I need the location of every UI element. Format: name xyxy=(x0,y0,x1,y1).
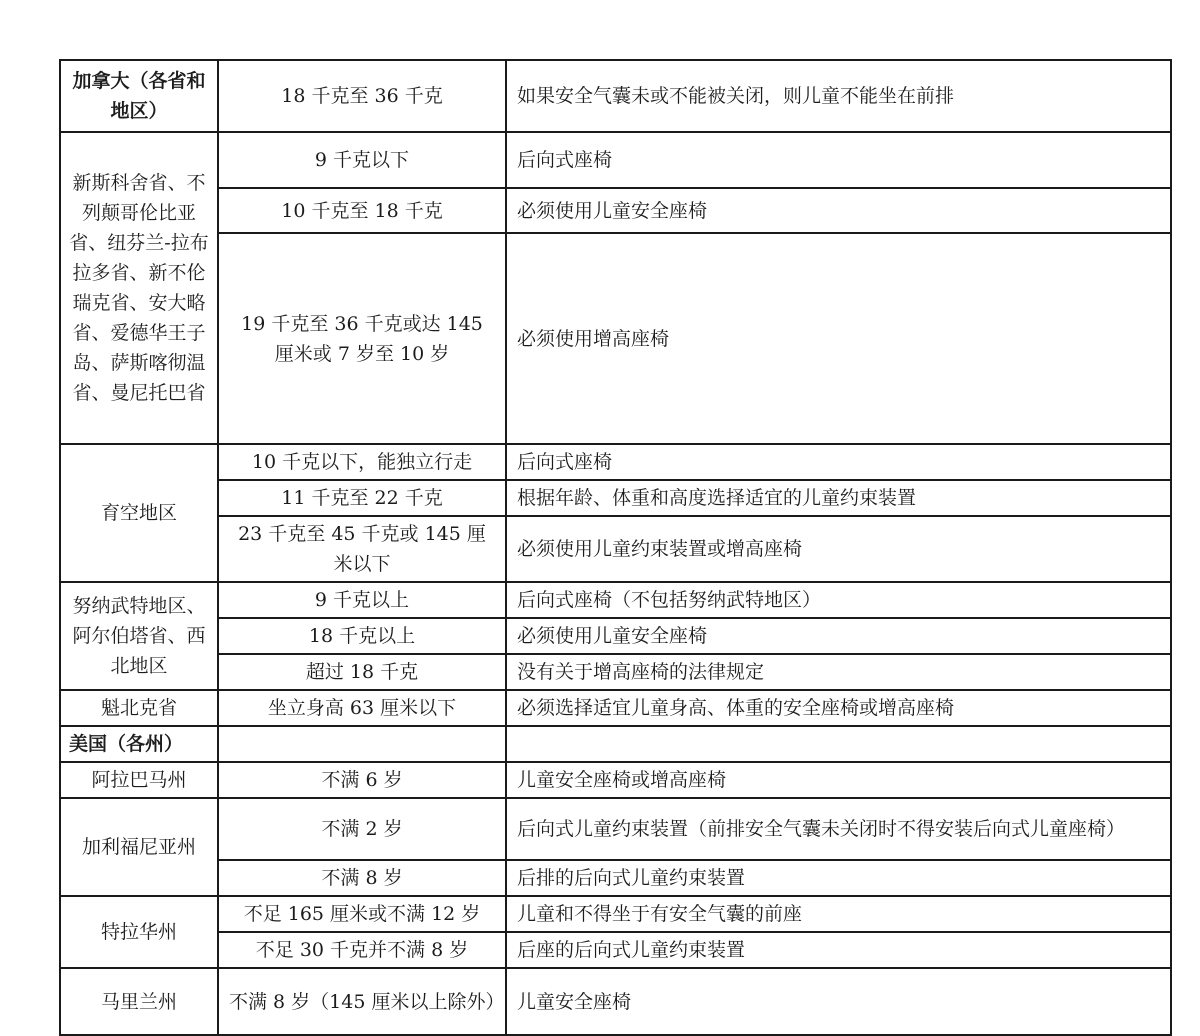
criteria-cell: 11 千克至 22 千克 xyxy=(218,480,506,516)
requirement-cell: 必须选择适宜儿童身高、体重的安全座椅或增高座椅 xyxy=(506,690,1171,726)
criteria-cell: 坐立身高 63 厘米以下 xyxy=(218,690,506,726)
criteria-cell: 9 千克以上 xyxy=(218,582,506,618)
region-cell-usa: 美国（各州） xyxy=(60,726,218,762)
region-cell-delaware: 特拉华州 xyxy=(60,896,218,968)
table-row xyxy=(60,860,1171,896)
table-row xyxy=(60,132,1171,188)
criteria-cell: 9 千克以下 xyxy=(218,132,506,188)
region-cell-canada: 加拿大（各省和地区） xyxy=(60,60,218,132)
requirement-cell: 后排的后向式儿童约束装置 xyxy=(506,860,1171,896)
requirement-cell: 后向式儿童约束装置（前排安全气囊未关闭时不得安装后向式儿童座椅） xyxy=(506,798,1171,860)
table-row xyxy=(60,618,1171,654)
criteria-cell: 不满 8 岁（145 厘米以上除外） xyxy=(218,968,506,1035)
criteria-cell: 超过 18 千克 xyxy=(218,654,506,690)
table-row xyxy=(60,690,1171,726)
region-cell-yukon: 育空地区 xyxy=(60,444,218,582)
requirement-cell: 根据年龄、体重和高度选择适宜的儿童约束装置 xyxy=(506,480,1171,516)
region-cell-quebec: 魁北克省 xyxy=(60,690,218,726)
table-row xyxy=(60,516,1171,582)
table-row xyxy=(60,968,1171,1035)
criteria-cell: 18 千克以上 xyxy=(218,618,506,654)
requirement-cell xyxy=(506,726,1171,762)
table-row xyxy=(60,762,1171,798)
requirement-cell: 后向式座椅 xyxy=(506,444,1171,480)
criteria-cell: 不满 2 岁 xyxy=(218,798,506,860)
requirement-cell: 必须使用儿童安全座椅 xyxy=(506,618,1171,654)
requirement-cell: 儿童安全座椅 xyxy=(506,968,1171,1035)
criteria-cell xyxy=(218,726,506,762)
region-cell-maryland: 马里兰州 xyxy=(60,968,218,1035)
table-row xyxy=(60,188,1171,233)
table-row xyxy=(60,798,1171,860)
requirement-cell: 必须使用儿童安全座椅 xyxy=(506,188,1171,233)
requirement-cell: 必须使用儿童约束装置或增高座椅 xyxy=(506,516,1171,582)
criteria-cell: 23 千克至 45 千克或 145 厘米以下 xyxy=(218,516,506,582)
requirement-cell: 后座的后向式儿童约束装置 xyxy=(506,932,1171,968)
table-row xyxy=(60,582,1171,618)
criteria-cell: 不满 6 岁 xyxy=(218,762,506,798)
table-row xyxy=(60,60,1171,132)
table-row xyxy=(60,896,1171,932)
region-cell-alabama: 阿拉巴马州 xyxy=(60,762,218,798)
criteria-cell: 不足 165 厘米或不满 12 岁 xyxy=(218,896,506,932)
criteria-cell: 不满 8 岁 xyxy=(218,860,506,896)
requirement-cell: 儿童和不得坐于有安全气囊的前座 xyxy=(506,896,1171,932)
region-cell-nunavut-alberta-nwt: 努纳武特地区、阿尔伯塔省、西北地区 xyxy=(60,582,218,690)
criteria-cell: 19 千克至 36 千克或达 145 厘米或 7 岁至 10 岁 xyxy=(218,233,506,444)
requirement-cell: 后向式座椅 xyxy=(506,132,1171,188)
requirement-cell: 儿童安全座椅或增高座椅 xyxy=(506,762,1171,798)
requirement-cell: 如果安全气囊未或不能被关闭，则儿童不能坐在前排 xyxy=(506,60,1171,132)
requirement-cell: 后向式座椅（不包括努纳武特地区） xyxy=(506,582,1171,618)
table-row xyxy=(60,726,1171,762)
region-cell-ns-bc-nl-group: 新斯科舍省、不列颠哥伦比亚省、纽芬兰-拉布拉多省、新不伦瑞克省、安大略省、爱德华王子岛、萨斯喀彻温省、曼尼托巴省 xyxy=(60,132,218,444)
table-row xyxy=(60,444,1171,480)
region-cell-california: 加利福尼亚州 xyxy=(60,798,218,896)
criteria-cell: 10 千克以下，能独立行走 xyxy=(218,444,506,480)
table-row xyxy=(60,480,1171,516)
regulation-table xyxy=(59,59,1172,1036)
criteria-cell: 18 千克至 36 千克 xyxy=(218,60,506,132)
criteria-cell: 10 千克至 18 千克 xyxy=(218,188,506,233)
requirement-cell: 必须使用增高座椅 xyxy=(506,233,1171,444)
requirement-cell: 没有关于增高座椅的法律规定 xyxy=(506,654,1171,690)
table-row xyxy=(60,932,1171,968)
table-row xyxy=(60,233,1171,444)
criteria-cell: 不足 30 千克并不满 8 岁 xyxy=(218,932,506,968)
table-row xyxy=(60,654,1171,690)
